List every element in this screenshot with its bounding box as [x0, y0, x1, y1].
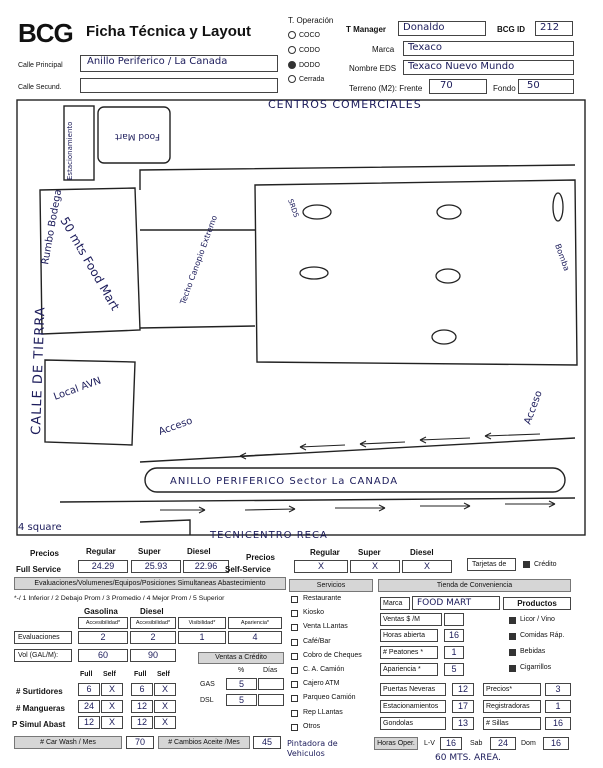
comidas-label: Comidas Ráp. — [520, 632, 565, 639]
mangueras-self-diesel[interactable]: X — [154, 700, 176, 713]
fondo-label: Fondo — [493, 84, 516, 93]
full-regular-price[interactable]: 24.29 — [78, 560, 128, 573]
food-mart-area-label: 50 mts Food Mart — [57, 214, 123, 313]
gondolas-label: Gondolas — [380, 717, 446, 730]
dsl-credit-pct[interactable]: 5 — [226, 694, 257, 706]
bebidas-label: Bebidas — [520, 648, 546, 655]
sub-col-acc-gas: Accesibilidad* — [78, 617, 128, 629]
simul-label: P Simul Abast — [12, 720, 66, 729]
servicio-checkbox[interactable] — [291, 610, 298, 617]
servicio-checkbox[interactable] — [291, 639, 298, 646]
credito-label: Crédito — [534, 561, 557, 568]
self-gas-label: Self — [103, 671, 116, 678]
dom-field[interactable]: 16 — [543, 737, 569, 750]
pump-icon — [437, 205, 461, 219]
servicio-label: Venta LLantas — [303, 623, 348, 630]
dsl-credit-days[interactable] — [258, 694, 284, 706]
licor-label: Licor / Vino — [520, 616, 555, 623]
acceso-right-label: Acceso — [522, 389, 545, 427]
tecnicentro-label: TECNICENTRO RECA — [210, 530, 328, 541]
bodega-label: Rumbo Bodega — [40, 188, 65, 266]
servicio-label: Kiosko — [303, 609, 325, 616]
col-gasolina-label: Gasolina — [84, 607, 118, 616]
t-operacion-dodo[interactable]: DODO — [288, 61, 320, 69]
eval-acc-diesel[interactable]: 2 — [130, 631, 176, 644]
pintadora-note: Pintadora de Vehiculos — [287, 739, 338, 758]
precios-self-label: Precios — [246, 553, 275, 562]
dsl-label: DSL — [200, 697, 214, 704]
bebidas-checkbox[interactable] — [509, 649, 516, 656]
anillo-periferico-label: ANILLO PERIFERICO Sector La CANADA — [170, 476, 399, 487]
servicio-checkbox[interactable] — [291, 681, 298, 688]
mangueras-full-diesel[interactable]: 12 — [131, 700, 153, 713]
nombre-eds-label: Nombre EDS — [349, 64, 397, 73]
car-wash-field[interactable]: 70 — [126, 736, 154, 749]
evaluaciones-header: Evaluaciones/Volumenes/Equipos/Posiciones Simultaneas Abastecimiento — [14, 577, 286, 590]
horas-abierta-field[interactable]: 16 — [444, 629, 464, 642]
sillas-label: # Sillas — [483, 717, 541, 730]
peatones-field[interactable]: 1 — [444, 646, 464, 659]
t-manager-label: T Manager — [346, 25, 387, 34]
tienda-marca-field[interactable]: FOOD MART — [412, 596, 500, 610]
car-wash-label: # Car Wash / Mes — [14, 736, 122, 749]
servicio-label: Cajero ATM — [303, 680, 340, 687]
pump-icon — [436, 269, 460, 283]
dispenser-pumps — [300, 193, 563, 344]
puertas-neveras-field[interactable]: 12 — [452, 683, 474, 696]
servicio-checkbox[interactable] — [291, 624, 298, 631]
registradoras-label: Registradoras — [483, 700, 541, 713]
col-diesel-label: Diesel — [187, 547, 211, 556]
road-top-line — [140, 438, 575, 462]
servicios-header: Servicios — [289, 579, 373, 592]
bomba-label: Bomba — [553, 242, 572, 273]
pct-label: % — [238, 667, 245, 674]
self-diesel-price[interactable]: X — [402, 560, 452, 573]
cigarrillos-label: Cigarrillos — [520, 664, 552, 671]
bcg-logo: BCG — [18, 18, 73, 48]
techo-canopy-label: Techo Canopio Extremo — [178, 214, 220, 306]
servicio-checkbox[interactable] — [291, 710, 298, 717]
simul-full-gas[interactable]: 12 — [78, 716, 100, 729]
sub-col-apariencia: Apariencia* — [228, 617, 282, 629]
cambios-aceite-label: # Cambios Aceite /Mes — [158, 736, 250, 749]
gas-label: GAS — [200, 681, 215, 688]
mangueras-label: # Mangueras — [16, 704, 65, 713]
estacionamientos-field[interactable]: 17 — [452, 700, 474, 713]
sab-label: Sab — [470, 740, 483, 747]
horas-oper-label: Horas Oper. — [374, 737, 418, 750]
evaluaciones-scale: *-/ 1 Inferior / 2 Debajo Prom / 3 Promedio / 4 Mejor Prom / 5 Superior — [14, 595, 225, 602]
pump-icon — [300, 267, 328, 279]
mangueras-full-gas[interactable]: 24 — [78, 700, 100, 713]
puertas-neveras-label: Puertas Neveras — [380, 683, 446, 696]
licor-checkbox[interactable] — [509, 617, 516, 624]
site-layout-sketch — [0, 90, 603, 545]
servicio-label: Otros — [303, 723, 321, 730]
self-regular-price[interactable]: X — [294, 560, 348, 573]
ventas-mes-label: Ventas $ /M — [380, 613, 442, 626]
mangueras-self-gas[interactable]: X — [101, 700, 123, 713]
terreno-label: Terreno (M2): Frente — [349, 84, 423, 93]
centros-comerciales-label: CENTROS COMERCIALES — [268, 98, 422, 111]
col-eval-diesel-label: Diesel — [140, 607, 164, 616]
full-super-price[interactable]: 25.93 — [131, 560, 181, 573]
t-manager-field[interactable]: Donaldo — [398, 21, 486, 36]
simul-self-gas[interactable]: X — [101, 716, 123, 729]
acceso-left-label: Acceso — [157, 415, 195, 438]
servicio-checkbox[interactable] — [291, 653, 298, 660]
dispenser-tag: SRDS — [286, 197, 301, 219]
ventas-credito-header: Ventas a Crédito — [198, 652, 284, 664]
sillas-field[interactable]: 16 — [545, 717, 571, 730]
self-service-label: Self-Service — [225, 565, 271, 574]
horas-abierta-label: Horas abierta — [380, 629, 438, 642]
radio-icon — [288, 46, 296, 54]
area-note: 60 MTS. AREA. — [435, 753, 501, 763]
t-operacion-codo[interactable]: CODO — [288, 46, 320, 54]
vol-diesel[interactable]: 90 — [130, 649, 176, 662]
col-regular-label: Regular — [86, 547, 116, 556]
frente-field[interactable]: 70 — [429, 79, 487, 94]
surtidores-self-diesel[interactable]: X — [154, 683, 176, 696]
servicio-checkbox[interactable] — [291, 695, 298, 702]
servicio-label: Parqueo Camión — [303, 694, 356, 701]
surtidores-full-diesel[interactable]: 6 — [131, 683, 153, 696]
eval-apariencia[interactable]: 4 — [228, 631, 282, 644]
local-avn-building — [45, 360, 135, 445]
calle-de-tierra-label: CALLE DE TIERRA — [29, 306, 49, 436]
servicio-checkbox[interactable] — [291, 667, 298, 674]
precios-tienda-field[interactable]: 3 — [545, 683, 571, 696]
sub-col-visibilidad: Visibilidad* — [178, 617, 226, 629]
servicio-label: Rep LLantas — [303, 709, 343, 716]
surtidores-full-gas[interactable]: 6 — [78, 683, 100, 696]
road-bottom-line — [60, 498, 575, 502]
gondolas-field[interactable]: 13 — [452, 717, 474, 730]
servicio-label: C. A. Camión — [303, 666, 345, 673]
eval-acc-gas[interactable]: 2 — [78, 631, 128, 644]
gas-credit-days[interactable] — [258, 678, 284, 690]
full-diesel-label: Full — [134, 671, 147, 678]
precios-tienda-label: Precios* — [483, 683, 541, 696]
estacionamiento-label: Estacionamiento — [66, 121, 74, 180]
t-operacion-coco[interactable]: COCO — [288, 31, 320, 39]
eval-visibilidad[interactable]: 1 — [178, 631, 226, 644]
vol-label: Vol (GAL/M): — [14, 649, 72, 662]
bcg-id-label: BCG ID — [497, 25, 525, 34]
nombre-eds-field[interactable]: Texaco Nuevo Mundo — [403, 60, 574, 75]
radio-icon — [288, 75, 296, 83]
tienda-header: Tienda de Conveniencia — [378, 579, 571, 592]
surtidores-label: # Surtidores — [16, 687, 63, 696]
lv-field[interactable]: 16 — [440, 737, 462, 750]
dias-label: Días — [263, 667, 278, 674]
food-mart-small-label: Food Mart — [115, 131, 160, 141]
simul-full-diesel[interactable]: 12 — [131, 716, 153, 729]
pump-icon — [432, 330, 456, 344]
canopy-building — [255, 180, 577, 365]
col-super-label: Super — [138, 547, 161, 556]
comidas-checkbox[interactable] — [509, 633, 516, 640]
form-title: Ficha Técnica y Layout — [86, 23, 252, 40]
evaluaciones-label: Evaluaciones — [14, 631, 72, 644]
credito-checkbox[interactable] — [523, 561, 530, 568]
dom-label: Dom — [521, 740, 536, 747]
local-avn-label: Local AVN — [52, 375, 103, 403]
servicio-label: Restaurante — [303, 595, 342, 602]
pump-icon — [303, 205, 331, 219]
cambios-aceite-field[interactable]: 45 — [253, 736, 281, 749]
self-diesel-label: Self — [157, 671, 170, 678]
canopy-link — [140, 230, 255, 328]
apariencia-field[interactable]: 5 — [444, 663, 464, 676]
self-col-regular-label: Regular — [310, 548, 340, 557]
self-col-diesel-label: Diesel — [410, 548, 434, 557]
tecnicentro-box — [140, 520, 190, 535]
productos-label: Productos — [503, 597, 571, 610]
calle-secund-label: Calle Secund. — [18, 84, 62, 91]
bcg-id-field[interactable]: 212 — [535, 21, 573, 36]
servicio-label: Café/Bar — [303, 638, 331, 645]
full-gas-label: Full — [80, 671, 93, 678]
gas-credit-pct[interactable]: 5 — [226, 678, 257, 690]
calle-principal-field[interactable]: Anillo Periferico / La Canada — [80, 55, 278, 72]
servicio-checkbox[interactable] — [291, 596, 298, 603]
self-col-super-label: Super — [358, 548, 381, 557]
radio-selected-icon — [288, 61, 296, 69]
vol-gasolina[interactable]: 60 — [78, 649, 128, 662]
servicio-checkbox[interactable] — [291, 724, 298, 731]
marca-field[interactable]: Texaco — [403, 41, 574, 56]
ventas-mes-field[interactable] — [444, 613, 464, 626]
estacionamientos-label: Estacionamientos — [380, 700, 446, 713]
bomba-icon — [553, 193, 563, 221]
self-super-price[interactable]: X — [350, 560, 400, 573]
tienda-marca-label: Marca — [380, 597, 410, 610]
full-diesel-price[interactable]: 22.96 — [183, 560, 229, 573]
marca-label: Marca — [372, 45, 395, 54]
registradoras-field[interactable]: 1 — [545, 700, 571, 713]
lv-label: L-V — [424, 740, 435, 747]
simul-self-diesel[interactable]: X — [154, 716, 176, 729]
servicio-label: Cobro de Cheques — [303, 652, 362, 659]
sub-col-acc-diesel: Accesibilidad* — [130, 617, 176, 629]
precios-label: Precios — [30, 549, 59, 558]
apariencia-label: Apariencia * — [380, 663, 438, 676]
tarjetas-label: Tarjetas de — [467, 558, 516, 571]
perimeter-line — [140, 165, 575, 190]
t-operacion-cerrada[interactable]: Cerrada — [288, 75, 324, 83]
square-label: 4 square — [18, 522, 62, 533]
full-service-label: Full Service — [16, 565, 61, 574]
fondo-field[interactable]: 50 — [518, 79, 574, 94]
peatones-label: # Peatones * — [380, 646, 438, 659]
t-operacion-label: T. Operación — [288, 16, 334, 25]
cigarrillos-checkbox[interactable] — [509, 665, 516, 672]
sab-field[interactable]: 24 — [490, 737, 516, 750]
calle-principal-label: Calle Principal — [18, 62, 63, 69]
surtidores-self-gas[interactable]: X — [101, 683, 123, 696]
radio-icon — [288, 31, 296, 39]
